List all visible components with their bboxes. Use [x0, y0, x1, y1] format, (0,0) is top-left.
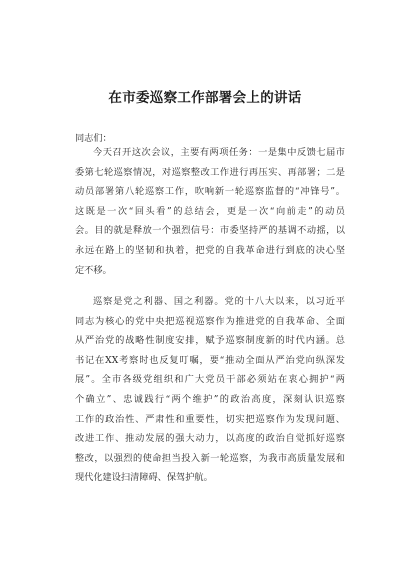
paragraph-line: 定不移。 — [75, 264, 112, 276]
paragraph-line: 改进工作、推动发展的强大动力，以高度的政治自觉抓好巡察 — [75, 433, 345, 445]
salutation: 同志们： — [75, 133, 112, 144]
paragraph-line: 今天召开这次会议，主要有两项任务：一是集中反馈七届市 — [93, 147, 345, 158]
paragraph-line: 同志为核心的党中央把巡视巡察作为推进党的自我革命、全面 — [75, 315, 345, 327]
paragraph-line: 会。目的就是释放一个强烈信号：市委坚持严的基调不动摇，以 — [75, 225, 345, 237]
paragraph-line: 动员部署第八轮巡察工作，吹响新一轮巡察监督的“冲锋号”。 — [75, 186, 345, 198]
paragraph-line: 这既是一次“回头看”的总结会，更是一次“向前走”的动员 — [75, 205, 345, 217]
paragraph-line: 书记在XX考察时也反复叮嘱，要“推动全面从严治党向纵深发 — [75, 354, 345, 366]
document-title: 在市委巡察工作部署会上的讲话 — [108, 90, 302, 106]
paragraph-line: 委第七轮巡察情况，对巡察整改工作进行再压实、再部署；二是 — [75, 166, 345, 178]
paragraph-line: 工作的政治性、严肃性和重要性，切实把巡察作为发现问题、 — [75, 413, 345, 425]
paragraph-line: 整改，以强烈的使命担当投入新一轮巡察，为我市高质量发展和 — [75, 452, 345, 464]
paragraph-1 — [75, 143, 345, 280]
paragraph-line: 个确立”、忠诚践行“两个维护”的政治高度，深刻认识巡察 — [75, 393, 345, 405]
paragraph-line: 从严治党的战略性制度安排，赋予巡察制度新的时代内涵。总 — [75, 335, 345, 347]
paragraph-line: 巡察是党之利器、国之利器。党的十八大以来，以习近平 — [93, 296, 345, 307]
paragraph-line: 现代化建设扫清障碍、保驾护航。 — [75, 472, 213, 484]
paragraph-line: 永远在路上的坚韧和执着，把党的自我革命进行到底的决心坚 — [75, 244, 345, 256]
paragraph-line: 展”。全市各级党组织和广大党员干部必须站在衷心拥护“两 — [75, 374, 345, 386]
paragraph-2 — [75, 292, 345, 488]
